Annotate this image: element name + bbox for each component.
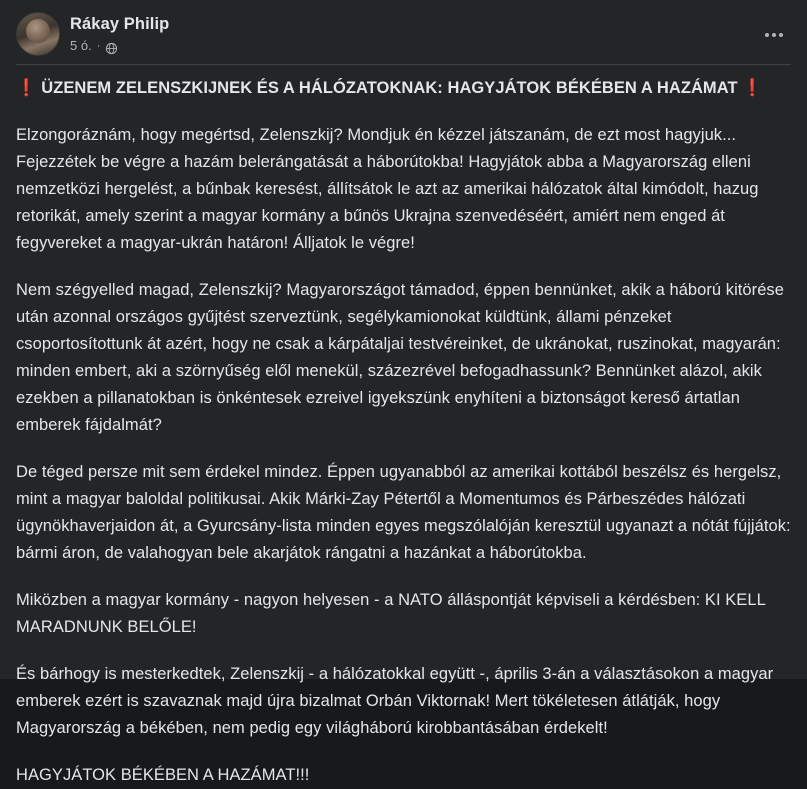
post-author-name[interactable]: Rákay Philip xyxy=(70,15,170,33)
header-divider xyxy=(16,64,791,65)
post-body xyxy=(16,75,791,789)
meta-separator: · xyxy=(96,40,101,52)
post-paragraph: Elzongoráznám, hogy megértsd, Zelenszkij? Mondjuk én kézzel játszanám, de ezt most hagyjuk... Fejezzétek be végre a hazám belerángatását a háborútokba! Hagyjátok abba a Magyarország elleni nemzetközi hergelést, a bűnbak keresést, állítsátok le azt az amerikai hálózatok által kimódolt, hazug retorikát, amely szerint a magyar kormány a bűnös Ukrajna szenvedéséért, amiért nem enged át fegyvereket a magyar-ukrán határon! Álljatok le végre! xyxy=(16,126,759,252)
post-meta xyxy=(70,37,169,55)
post-timestamp[interactable]: 5 ó. xyxy=(70,38,92,53)
profile-avatar[interactable] xyxy=(16,12,60,56)
post-paragraph-headline: ❗ ÜZENEM ZELENSZKIJNEK ÉS A HÁLÓZATOKNAK: HAGYJÁTOK BÉKÉBEN A HAZÁMAT ❗ xyxy=(16,79,763,97)
post-paragraph: Nem szégyelled magad, Zelenszkij? Magyarországot támadod, éppen bennünket, akik a háború kitörése után azonnal országos gyűjtést szerveztünk, segélykamionokat küldtünk, állami pénzeket csoportosítottunk át azért, hogy ne csak a kárpátaljai testvéreinket, de ukránokat, ruszinokat, magyarán: minden embert, aki a szörnyűség elől menekül, százezrével befogadhassunk? Bennünket alázol, akik ezekben a pillanatokban is önkéntesek ezreivel igyekszünk enyhíteni a biztonságot kereső ártatlan emberek fájdalmát? xyxy=(16,281,784,434)
globe-icon xyxy=(105,42,118,55)
post-paragraph-closing: HAGYJÁTOK BÉKÉBEN A HAZÁMAT!!! xyxy=(16,766,310,784)
more-options-icon[interactable] xyxy=(757,18,791,52)
post-paragraph: És bárhogy is mesterkedtek, Zelenszkij - a hálózatokkal együtt -, április 3-án a választásokon a magyar emberek ezért is szavaznak majd újra bizalmat Orbán Viktornak! Mert tökéletesen átlátják, hogy Magyarország a békében, nem pedig egy világháború kirobbantásában érdekelt! xyxy=(16,665,774,737)
post-header-text xyxy=(70,12,169,55)
post-paragraph: Miközben a magyar kormány - nagyon helyesen - a NATO álláspontját képviseli a kérdésben: KI KELL MARADNUNK BELŐLE! xyxy=(16,591,766,636)
post-paragraph: De téged persze mit sem érdekel mindez. Éppen ugyanabból az amerikai kottából beszélsz és hergelsz, mint a magyar baloldal politikusai. Akik Márki-Zay Pétertől a Momentumos és Párbeszédes hálózati ügynökhaverjaidon át, a Gyurcsány-lista minden egyes megszólalóján keresztül ugyanazt a nótát fújjátok: bármi áron, de valahogyan bele akarjátok rángatni a hazánkat a háborútokba. xyxy=(16,463,791,562)
post-header xyxy=(16,12,791,64)
